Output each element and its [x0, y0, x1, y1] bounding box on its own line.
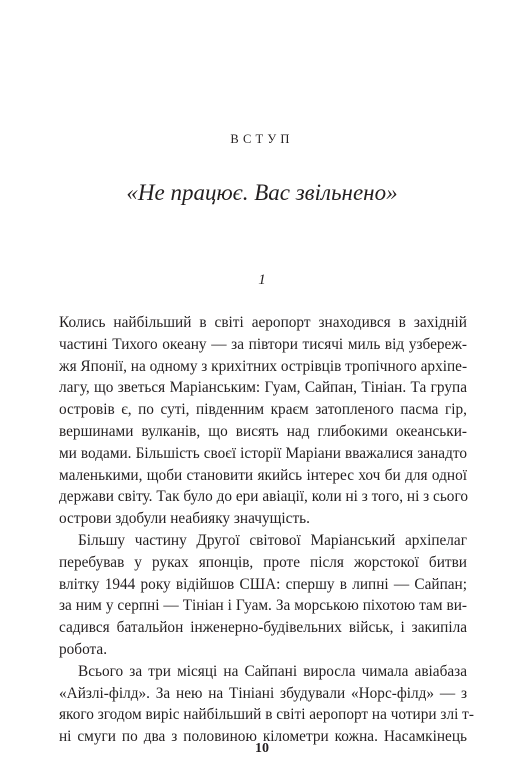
chapter-title: «Не працює. Вас звільнено» [126, 180, 398, 205]
text-line: острови здобули неабияку значущість. [59, 510, 310, 528]
text-line: держави світу. Так було до ери авіації, коли ні з того, ні з сього [59, 488, 468, 506]
text-line: влітку 1944 року відійшов США: спершу в липні — Сайпан; [59, 575, 467, 593]
section-number: 1 [258, 272, 266, 288]
text-line: ні смуги по два з половиною кілометри кожна. Насамкінець [59, 728, 467, 746]
text-line: жя Японії, на одному з крихітних острівців тропічного архіпе- [59, 357, 468, 375]
text-line: ми водами. Більшість своєї історії Маріани вважалися занадто [59, 444, 467, 462]
text-line: Більшу частину Другої світової Маріанський архіпелаг [78, 531, 467, 549]
text-line: якого згодом виріс найбільший в світі аеропорт на чотири злі т- [59, 706, 474, 724]
text-line: вершинами вулканів, що висять над глибокими океанськи- [59, 422, 467, 440]
page-number: 10 [255, 741, 269, 756]
text-line: робота. [59, 640, 108, 658]
text-line: Колись найбільший в світі аеропорт знаходився в західній [59, 314, 467, 331]
section-heading-label: ВСТУП [230, 132, 294, 146]
text-line: перебував у руках японців, проте після жорстокої битви [59, 553, 467, 571]
text-line: островів є, по суті, південним краєм затопленого пасма гір, [59, 401, 467, 419]
body-text [59, 312, 474, 748]
text-line: частині Тихого океану — за півтори тисячі миль від узбереж- [59, 335, 467, 353]
text-line: «Айзлі-філд». За нею на Тініані збудували «Норс-філд» — з [59, 684, 467, 702]
text-line: садився батальйон інженерно-будівельних військ, і закипіла [59, 619, 467, 637]
text-line: маленькими, щоби становити якийсь інтерес хоч би для одної [59, 466, 467, 484]
text-line: за ним у серпні — Тініан і Гуам. За морською піхотою там ви- [59, 597, 467, 615]
text-line: лагу, що зветься Маріанським: Гуам, Сайпан, Тініан. Та група [59, 379, 467, 397]
text-line: Всього за три місяці на Сайпані виросла чимала авіабаза [78, 662, 467, 680]
